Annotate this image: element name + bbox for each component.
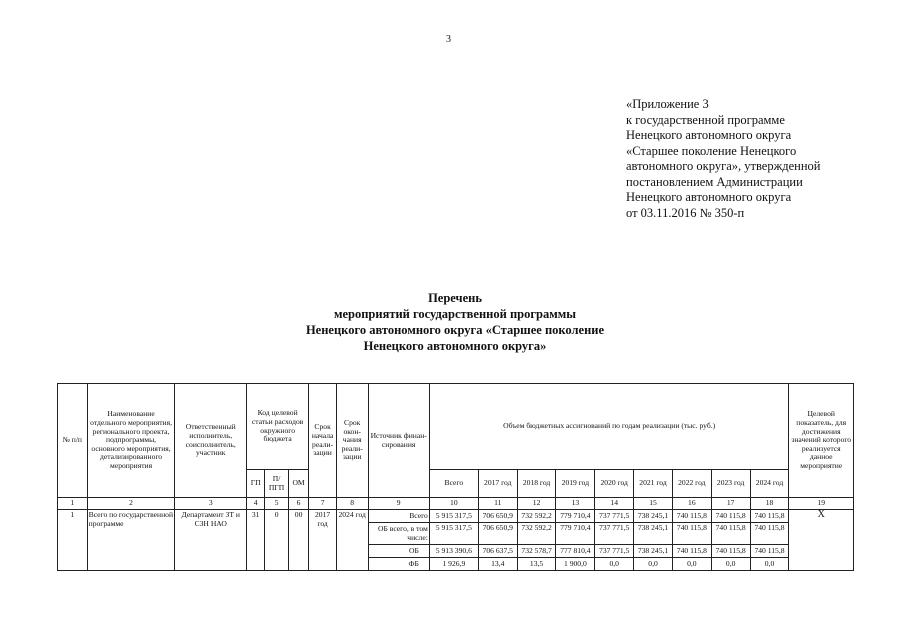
header-budget-code: Код целевой статьи расходов окружного бюджета (246, 384, 308, 470)
value-cell: 1 900,0 (556, 558, 595, 571)
row-number: 1 (58, 510, 88, 571)
header-no: № п/п (58, 384, 88, 498)
value-cell: 740 115,8 (750, 523, 789, 545)
appendix-line: Ненецкого автономного округа (626, 128, 792, 142)
value-cell: 777 810,4 (556, 545, 595, 558)
row-code-pgp: 0 (265, 510, 288, 571)
value-cell: 5 915 317,5 (429, 523, 478, 545)
row-start: 2017 год (309, 510, 337, 571)
value-cell: 706 650,9 (478, 510, 517, 523)
value-cell: 737 771,5 (595, 545, 634, 558)
header-code-om: ОМ (288, 470, 308, 498)
column-number: 8 (336, 498, 368, 510)
value-cell: 732 578,7 (517, 545, 556, 558)
header-year: 2018 год (517, 470, 556, 498)
column-number: 1 (58, 498, 88, 510)
column-number: 18 (750, 498, 789, 510)
value-cell: 732 592,2 (517, 510, 556, 523)
source-label: ОБ всего, в том числе: (368, 523, 429, 545)
source-label: ФБ (368, 558, 429, 571)
column-number: 14 (595, 498, 634, 510)
value-cell: 737 771,5 (595, 523, 634, 545)
header-name: Наименование отдельного мероприятия, регионального проекта, подпрограммы, основного мероприятия, детализированного мероприятия (87, 384, 175, 498)
column-number: 5 (265, 498, 288, 510)
value-cell: 740 115,8 (672, 510, 711, 523)
header-end: Срок окон-чания реали-зации (336, 384, 368, 498)
column-number: 11 (478, 498, 517, 510)
value-cell: 740 115,8 (750, 545, 789, 558)
value-cell: 5 913 390,6 (429, 545, 478, 558)
appendix-note (626, 97, 886, 221)
row-responsible: Департамент ЗТ и СЗН НАО (175, 510, 247, 571)
header-indicator: Целевой показатель, для достижения значений которого реализуется данное мероприятие (789, 384, 854, 498)
header-year: 2024 год (750, 470, 789, 498)
column-number: 19 (789, 498, 854, 510)
value-cell: 740 115,8 (672, 545, 711, 558)
header-year: 2022 год (672, 470, 711, 498)
value-cell: 740 115,8 (750, 510, 789, 523)
header-year: 2017 год (478, 470, 517, 498)
header-code-pgp: П/ ПГП (265, 470, 288, 498)
value-cell: 740 115,8 (672, 523, 711, 545)
page-number: 3 (446, 34, 451, 45)
header-responsible: Ответственный исполнитель, соисполнитель, участник (175, 384, 247, 498)
appendix-line: «Старшее поколение Ненецкого (626, 143, 797, 158)
column-number: 7 (309, 498, 337, 510)
value-cell: 13,4 (478, 558, 517, 571)
value-cell: 0,0 (711, 558, 750, 571)
value-cell: 5 915 317,5 (429, 510, 478, 523)
appendix-line: от 03.11.2016 № 350-п (626, 205, 745, 220)
value-cell: 740 115,8 (711, 523, 750, 545)
column-number: 16 (672, 498, 711, 510)
value-cell: 738 245,1 (634, 523, 673, 545)
title-line: Перечень (428, 291, 482, 305)
value-cell: 740 115,8 (711, 545, 750, 558)
row-indicator: Х (789, 510, 854, 571)
appendix-line: «Приложение 3 (626, 97, 709, 111)
value-cell: 13,5 (517, 558, 556, 571)
appendix-line: автономного округа», утвержденной (626, 159, 821, 173)
value-cell: 706 650,9 (478, 523, 517, 545)
appendix-line: постановлением Администрации (626, 174, 803, 189)
header-start: Срок начала реали-зации (309, 384, 337, 498)
value-cell: 737 771,5 (595, 510, 634, 523)
value-cell: 0,0 (750, 558, 789, 571)
column-number: 9 (368, 498, 429, 510)
column-number: 4 (246, 498, 264, 510)
value-cell: 779 710,4 (556, 523, 595, 545)
value-cell: 779 710,4 (556, 510, 595, 523)
source-label: Всего (368, 510, 429, 523)
header-code-gp: ГП (246, 470, 264, 498)
header-year: 2021 год (634, 470, 673, 498)
header-source: Источник финан-сирования (368, 384, 429, 498)
row-name: Всего по государственной программе (87, 510, 175, 571)
value-cell: 1 926,9 (429, 558, 478, 571)
value-cell: 0,0 (634, 558, 673, 571)
header-year: 2019 год (556, 470, 595, 498)
budget-table (57, 383, 854, 571)
title-line: Ненецкого автономного округа» (363, 339, 547, 353)
appendix-line: Ненецкого автономного округа (626, 190, 792, 204)
value-cell: 740 115,8 (711, 510, 750, 523)
value-cell: 0,0 (595, 558, 634, 571)
header-total: Всего (429, 470, 478, 498)
value-cell: 0,0 (672, 558, 711, 571)
header-year: 2020 год (595, 470, 634, 498)
column-number: 13 (556, 498, 595, 510)
column-number: 2 (87, 498, 175, 510)
row-end: 2024 год (336, 510, 368, 571)
document-title (230, 290, 680, 354)
column-number: 6 (288, 498, 308, 510)
value-cell: 706 637,5 (478, 545, 517, 558)
column-number: 12 (517, 498, 556, 510)
header-volume: Объем бюджетных ассигнований по годам реализации (тыс. руб.) (429, 384, 789, 470)
header-year: 2023 год (711, 470, 750, 498)
value-cell: 738 245,1 (634, 545, 673, 558)
row-code-om: 00 (288, 510, 308, 571)
column-number: 15 (634, 498, 673, 510)
value-cell: 738 245,1 (634, 510, 673, 523)
column-number: 3 (175, 498, 247, 510)
source-label: ОБ (368, 545, 429, 558)
column-number: 17 (711, 498, 750, 510)
title-line: мероприятий государственной программы (333, 307, 577, 321)
column-number: 10 (429, 498, 478, 510)
value-cell: 732 592,2 (517, 523, 556, 545)
title-line: Ненецкого автономного округа «Старшее поколение (305, 323, 605, 337)
row-code-gp: 31 (246, 510, 264, 571)
appendix-line: к государственной программе (626, 112, 785, 127)
